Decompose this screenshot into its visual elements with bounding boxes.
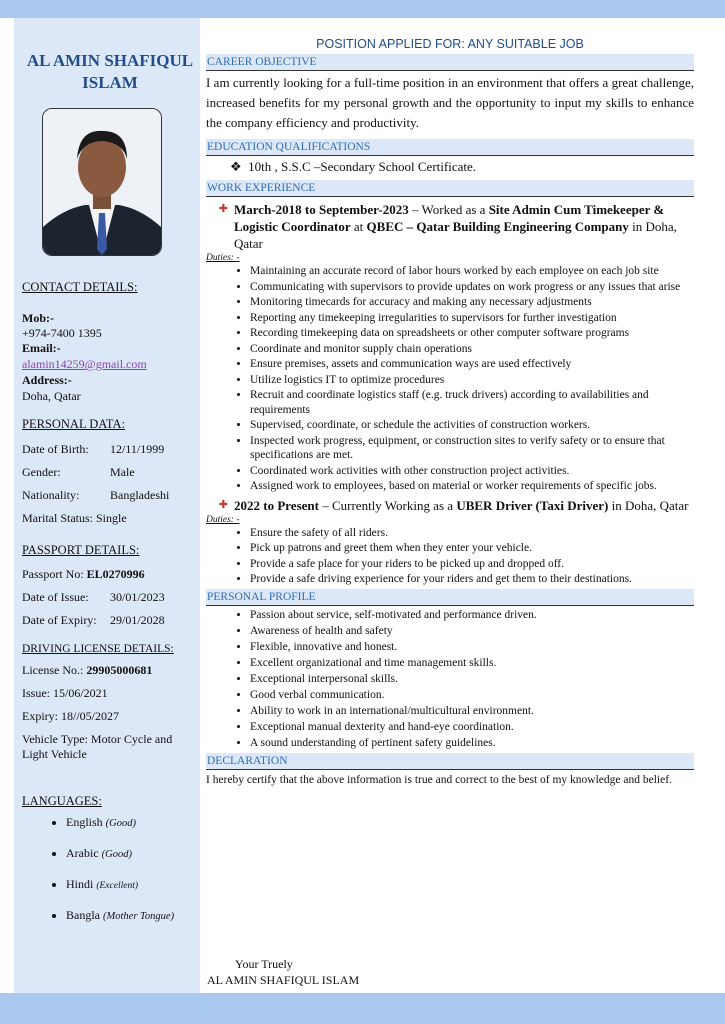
list-item: • Utilize logistics IT to optimize procedures bbox=[250, 373, 694, 388]
language-level: (Excellent) bbox=[96, 881, 139, 891]
job2-duties bbox=[206, 526, 694, 587]
list-item: • Recording timekeeping data on spreadsheets or other computer software programs bbox=[250, 326, 694, 341]
mob-label: Mob:- bbox=[22, 311, 54, 325]
declaration-heading: DECLARATION bbox=[206, 753, 694, 770]
job2-text: – Currently Working as a bbox=[318, 497, 457, 513]
list-item: • Provide a safe place for your riders to be picked up and dropped off. bbox=[250, 557, 694, 572]
language-level: (Mother Tongue) bbox=[103, 911, 175, 922]
license-no-value: 29905000681 bbox=[86, 663, 153, 677]
duties-label: Duties: - bbox=[206, 514, 240, 525]
arrow-bullet-icon: ✚ bbox=[218, 203, 228, 215]
passport-heading: PASSPORT DETAILS: bbox=[22, 543, 140, 557]
list-item: • Flexible, innovative and honest. bbox=[250, 640, 694, 655]
license-expiry: Expiry: 18//05/2027 bbox=[22, 709, 119, 723]
top-band bbox=[0, 0, 725, 18]
vehicle-type: Vehicle Type: Motor Cycle and Light Vehicle bbox=[22, 732, 173, 761]
language-name: Arabic bbox=[66, 846, 99, 860]
list-item bbox=[66, 815, 198, 830]
list-item: • Ensure premises, assets and communication ways are used effectively bbox=[250, 357, 694, 372]
list-item: • Ensure the safety of all riders. bbox=[250, 526, 694, 541]
job1-place: in Doha, Qatar bbox=[234, 219, 677, 251]
license-no-label: License No.: bbox=[22, 663, 84, 677]
passport-expiry-value: 29/01/2028 bbox=[110, 613, 165, 627]
diamond-bullet-icon: ❖ bbox=[230, 159, 242, 174]
duties-label: Duties: - bbox=[206, 253, 240, 263]
candidate-name bbox=[22, 50, 198, 94]
email-label: Email:- bbox=[22, 341, 61, 355]
language-level: (Good) bbox=[105, 818, 136, 829]
list-item: • A sound understanding of pertinent safety guidelines. bbox=[250, 736, 694, 751]
position-applied: POSITION APPLIED FOR: ANY SUITABLE JOB bbox=[316, 37, 584, 51]
marital-label: Marital Status: bbox=[22, 511, 93, 525]
main-column bbox=[206, 18, 694, 788]
languages-heading: LANGUAGES: bbox=[22, 794, 102, 808]
contact-heading: CONTACT DETAILS: bbox=[22, 280, 138, 294]
name-line-2: ISLAM bbox=[82, 73, 138, 92]
email-link[interactable]: alamin14259@gmail.com bbox=[22, 357, 147, 371]
marital-value: Single bbox=[96, 511, 127, 525]
dob-label: Date of Birth: bbox=[22, 442, 89, 456]
experience-heading: WORK EXPERIENCE bbox=[206, 180, 694, 197]
passport-no-label: Passport No: bbox=[22, 567, 84, 581]
signature-name: AL AMIN SHAFIQUL ISLAM bbox=[207, 973, 360, 987]
language-name: English bbox=[66, 815, 103, 829]
job1-duties bbox=[206, 264, 694, 494]
person-portrait-icon bbox=[43, 109, 161, 255]
passport-no-value: EL0270996 bbox=[86, 567, 145, 581]
profile-heading: PERSONAL PROFILE bbox=[206, 589, 694, 606]
passport-issue-label: Date of Issue: bbox=[22, 590, 89, 604]
job1-at: at bbox=[350, 219, 367, 234]
list-item: • Assigned work to employees, based on material or worker requirements of specific jobs. bbox=[250, 479, 694, 494]
license-issue: Issue: 15/06/2021 bbox=[22, 686, 108, 700]
list-item bbox=[66, 908, 198, 923]
list-item bbox=[66, 846, 198, 861]
education-heading: EDUCATION QUALIFICATIONS bbox=[206, 139, 694, 156]
nationality-value: Bangladeshi bbox=[110, 488, 170, 502]
job1-period: March-2018 to September-2023 bbox=[234, 202, 409, 217]
list-item: • Monitoring timecards for accuracy and making any necessary adjustments bbox=[250, 295, 694, 310]
passport-expiry-row bbox=[22, 613, 198, 627]
license-heading: DRIVING LICENSE DETAILS: bbox=[22, 643, 174, 655]
license-no-row bbox=[22, 663, 198, 678]
list-item: • Exceptional manual dexterity and hand-eye coordination. bbox=[250, 720, 694, 735]
language-level: (Good) bbox=[101, 849, 132, 860]
list-item: • Coordinated work activities with other construction project activities. bbox=[250, 464, 694, 479]
job2-role: UBER Driver (Taxi Driver) bbox=[456, 497, 609, 513]
address-label: Address:- bbox=[22, 373, 72, 387]
nationality-label: Nationality: bbox=[22, 488, 80, 502]
list-item: • Exceptional interpersonal skills. bbox=[250, 672, 694, 687]
list-item: • Recruit and coordinate logistics staff (e.g. truck drivers) according to availabilities and requirements bbox=[250, 388, 694, 417]
personal-row bbox=[22, 488, 198, 502]
gender-label: Gender: bbox=[22, 465, 61, 479]
mobile-number: +974-7400 1395 bbox=[22, 326, 102, 340]
language-name: Hindi bbox=[66, 877, 94, 891]
education-item bbox=[230, 158, 694, 176]
name-line-1: AL AMIN SHAFIQUL bbox=[26, 51, 194, 70]
personal-heading: PERSONAL DATA: bbox=[22, 417, 126, 431]
list-item: • Excellent organizational and time management skills. bbox=[250, 656, 694, 671]
list-item: • Reporting any timekeeping irregularities to supervisors for further investigation bbox=[250, 311, 694, 326]
list-item: • Awareness of health and safety bbox=[250, 624, 694, 639]
profile-photo bbox=[42, 108, 162, 256]
languages-list bbox=[22, 815, 198, 923]
arrow-bullet-icon: ✚ bbox=[218, 498, 228, 511]
closing-text: Your Truely bbox=[235, 957, 293, 971]
bottom-band bbox=[0, 993, 725, 1024]
list-item bbox=[66, 877, 198, 892]
job-entry-2 bbox=[206, 497, 694, 514]
personal-row bbox=[22, 442, 198, 456]
list-item: • Maintaining an accurate record of labor hours worked by each employee on each job site bbox=[250, 264, 694, 279]
passport-issue-value: 30/01/2023 bbox=[110, 590, 165, 604]
gender-value: Male bbox=[110, 465, 135, 479]
objective-heading: CAREER OBJECTIVE bbox=[206, 54, 694, 71]
list-item: • Inspected work progress, equipment, or construction sites to verify safety or to ensure that specifications are met. bbox=[250, 434, 694, 463]
personal-row bbox=[22, 465, 198, 479]
job1-company: QBEC – Qatar Building Engineering Company bbox=[366, 219, 629, 234]
list-item: • Pick up patrons and greet them when they enter your vehicle. bbox=[250, 541, 694, 556]
job2-place: in Doha, Qatar bbox=[608, 497, 689, 513]
job2-period: 2022 to Present bbox=[234, 497, 319, 513]
profile-list bbox=[206, 608, 694, 751]
declaration-text: I hereby certify that the above information is true and correct to the best of my knowledge and belief. bbox=[206, 773, 672, 786]
job1-text: – Worked as a bbox=[408, 202, 489, 217]
list-item: • Coordinate and monitor supply chain operations bbox=[250, 342, 694, 357]
address-value: Doha, Qatar bbox=[22, 389, 81, 403]
signature-block bbox=[207, 956, 359, 988]
list-item: • Communicating with supervisors to provide updates on work progress or any issues that arise bbox=[250, 280, 694, 295]
list-item: • Good verbal communication. bbox=[250, 688, 694, 703]
job1-role: Site Admin Cum Timekeeper & Logistic Coordinator bbox=[234, 202, 665, 234]
education-text: 10th , S.S.C –Secondary School Certificate. bbox=[248, 159, 476, 174]
language-name: Bangla bbox=[66, 908, 100, 922]
dob-value: 12/11/1999 bbox=[110, 442, 165, 456]
job-entry-1 bbox=[206, 201, 694, 252]
objective-text: I am currently looking for a full-time position in an environment that offers a great challenge, increased benefits for my personal growth and the opportunity to input my skills to enhance the company efficiency and productivity. bbox=[206, 75, 694, 130]
passport-issue-row bbox=[22, 590, 198, 604]
personal-row bbox=[22, 511, 198, 525]
passport-no-row bbox=[22, 567, 198, 582]
list-item: • Passion about service, self-motivated and performance driven. bbox=[250, 608, 694, 623]
list-item: • Ability to work in an international/multicultural environment. bbox=[250, 704, 694, 719]
list-item: • Supervised, coordinate, or schedule the activities of construction workers. bbox=[250, 418, 694, 433]
passport-expiry-label: Date of Expiry: bbox=[22, 613, 97, 627]
left-column bbox=[22, 18, 198, 939]
list-item: • Provide a safe driving experience for your riders and get them to their destinations. bbox=[250, 572, 694, 587]
